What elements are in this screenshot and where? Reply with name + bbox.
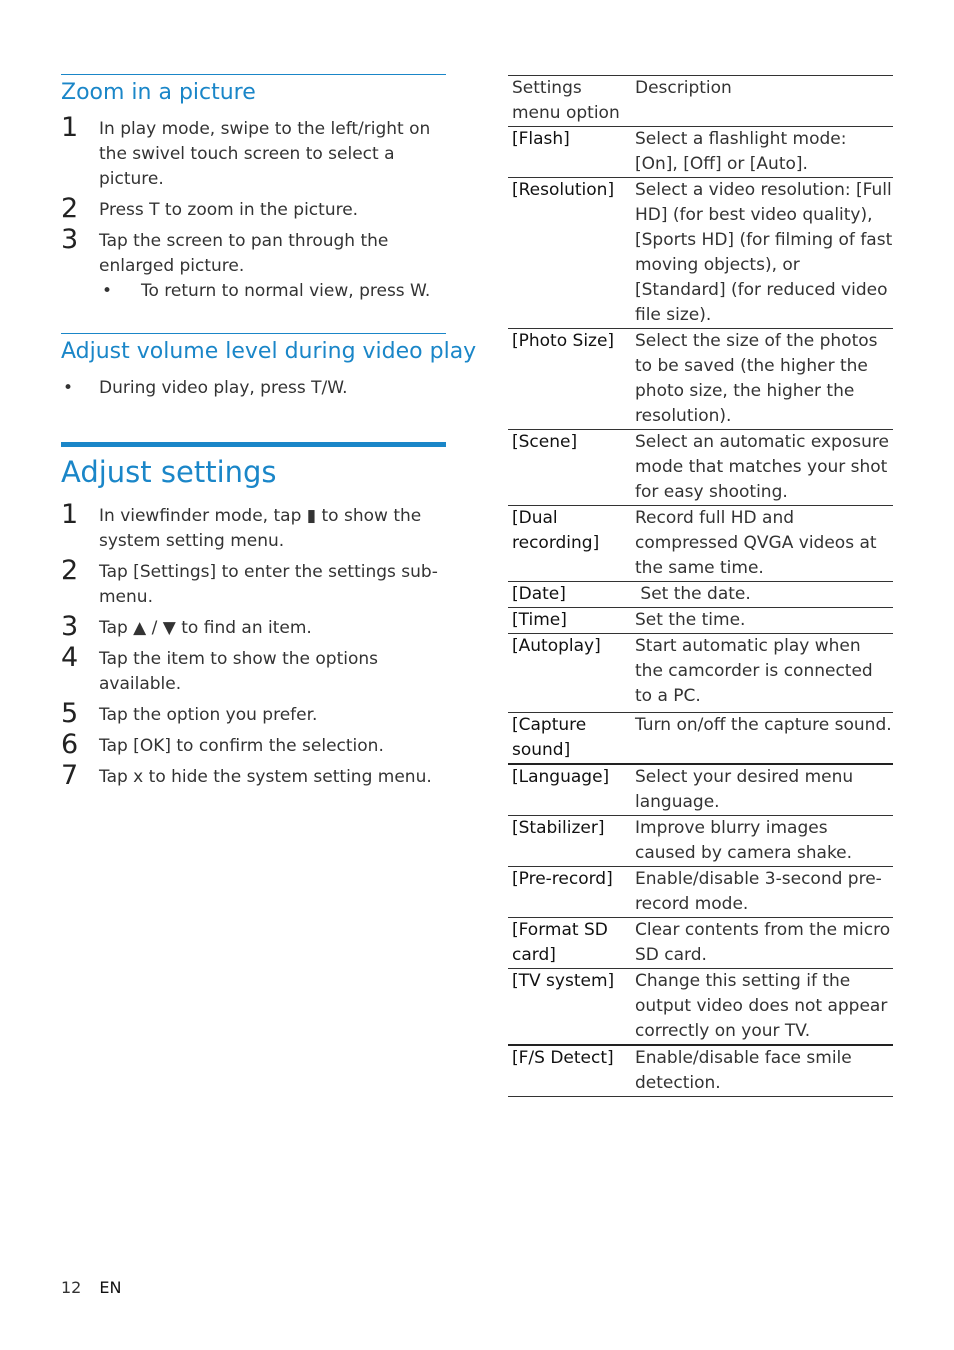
- step-number: 2: [61, 193, 79, 224]
- row-description: Start automatic play when the camcorder is connected to a PC.: [631, 634, 893, 713]
- settings-section-title: Adjust settings: [61, 442, 446, 490]
- table-row: [508, 127, 893, 178]
- table-row: [508, 969, 893, 1046]
- settings-step: [61, 499, 446, 554]
- settings-step: [61, 611, 446, 642]
- row-description: Enable/disable 3-second pre-record mode.: [631, 867, 893, 918]
- table-row: [508, 329, 893, 430]
- row-description: Select the size of the photos to be saved (the higher the photo size, the higher the resolution).: [631, 329, 893, 430]
- table-row: [508, 178, 893, 329]
- zoom-step: [61, 224, 446, 279]
- sub-bullet-text: To return to normal view, press W.: [141, 281, 431, 301]
- header-option: Settings menu option: [508, 76, 631, 127]
- settings-step: [61, 642, 446, 697]
- left-column: [61, 74, 477, 791]
- row-option: [Pre-record]: [508, 867, 631, 918]
- row-option: [TV system]: [508, 969, 631, 1046]
- row-option: [Date]: [508, 582, 631, 608]
- step-number: 1: [61, 112, 79, 143]
- step-number: 5: [61, 698, 79, 729]
- table-row: [508, 582, 893, 608]
- row-option: [Stabilizer]: [508, 816, 631, 867]
- volume-section-title: Adjust volume level during video play: [61, 333, 446, 366]
- volume-bullet: [61, 376, 446, 401]
- step-text: Tap the screen to pan through the enlarged picture.: [99, 231, 389, 276]
- page-number: 12: [61, 1278, 82, 1297]
- row-option: [Scene]: [508, 430, 631, 506]
- step-number: 3: [61, 224, 79, 255]
- step-number: 2: [61, 555, 79, 586]
- table-row: [508, 1045, 893, 1097]
- step-text: Press T to zoom in the picture.: [99, 200, 359, 220]
- step-number: 4: [61, 642, 79, 673]
- step-number: 3: [61, 611, 79, 642]
- table-row: [508, 506, 893, 582]
- table-row: [508, 867, 893, 918]
- zoom-step: [61, 193, 446, 224]
- step-text: Tap [OK] to confirm the selection.: [99, 736, 384, 756]
- table-row: [508, 764, 893, 816]
- row-option: [Flash]: [508, 127, 631, 178]
- bullet-dot: •: [63, 378, 74, 398]
- row-description: Turn on/off the capture sound.: [631, 713, 893, 765]
- row-option: [F/S Detect]: [508, 1045, 631, 1097]
- language-code: EN: [99, 1278, 122, 1297]
- row-description: Select a flashlight mode: [On], [Off] or [Auto].: [631, 127, 893, 178]
- table-row: [508, 713, 893, 765]
- settings-step: [61, 698, 446, 729]
- row-description: Select your desired menu language.: [631, 764, 893, 816]
- bullet-text: During video play, press T/W.: [99, 378, 348, 398]
- step-text: Tap ▲ / ▼ to find an item.: [99, 618, 312, 638]
- row-option: [Format SD card]: [508, 918, 631, 969]
- zoom-step: [61, 112, 446, 192]
- step-text: In play mode, swipe to the left/right on the swivel touch screen to select a picture.: [99, 119, 431, 189]
- row-option: [Dual recording]: [508, 506, 631, 582]
- page-footer: [61, 1278, 121, 1297]
- row-option: [Resolution]: [508, 178, 631, 329]
- table-row: [508, 634, 893, 713]
- row-description: Change this setting if the output video does not appear correctly on your TV.: [631, 969, 893, 1046]
- header-description: Description: [631, 76, 893, 127]
- settings-step: [61, 760, 446, 791]
- step-text: Tap the item to show the options available.: [99, 649, 379, 694]
- step-text: In viewfinder mode, tap ▮ to show the system setting menu.: [99, 506, 422, 551]
- settings-table: [508, 75, 893, 1097]
- row-description: Set the time.: [631, 608, 893, 634]
- row-description: Enable/disable face smile detection.: [631, 1045, 893, 1097]
- zoom-sub-bullet: [61, 279, 446, 304]
- step-number: 7: [61, 760, 79, 791]
- row-description: Record full HD and compressed QVGA videos at the same time.: [631, 506, 893, 582]
- row-description: Set the date.: [631, 582, 893, 608]
- row-description: Clear contents from the micro SD card.: [631, 918, 893, 969]
- row-option: [Capture sound]: [508, 713, 631, 765]
- step-text: Tap [Settings] to enter the settings sub-menu.: [99, 562, 438, 607]
- table-row: [508, 608, 893, 634]
- row-description: Select an automatic exposure mode that matches your shot for easy shooting.: [631, 430, 893, 506]
- step-text: Tap x to hide the system setting menu.: [99, 767, 432, 787]
- row-description: Select a video resolution: [Full HD] (for best video quality), [Sports HD] (for filming of fast moving objects), or [Standard] (for reduced video file size).: [631, 178, 893, 329]
- row-option: [Photo Size]: [508, 329, 631, 430]
- row-option: [Time]: [508, 608, 631, 634]
- table-row: [508, 816, 893, 867]
- bullet-dot: •: [102, 281, 113, 301]
- table-row: [508, 430, 893, 506]
- settings-step: [61, 555, 446, 610]
- step-text: Tap the option you prefer.: [99, 705, 318, 725]
- step-number: 1: [61, 499, 79, 530]
- row-option: [Autoplay]: [508, 634, 631, 713]
- row-description: Improve blurry images caused by camera shake.: [631, 816, 893, 867]
- row-option: [Language]: [508, 764, 631, 816]
- step-number: 6: [61, 729, 79, 760]
- table-row: [508, 918, 893, 969]
- table-header-row: [508, 76, 893, 127]
- zoom-section-title: Zoom in a picture: [61, 74, 446, 107]
- settings-step: [61, 729, 446, 760]
